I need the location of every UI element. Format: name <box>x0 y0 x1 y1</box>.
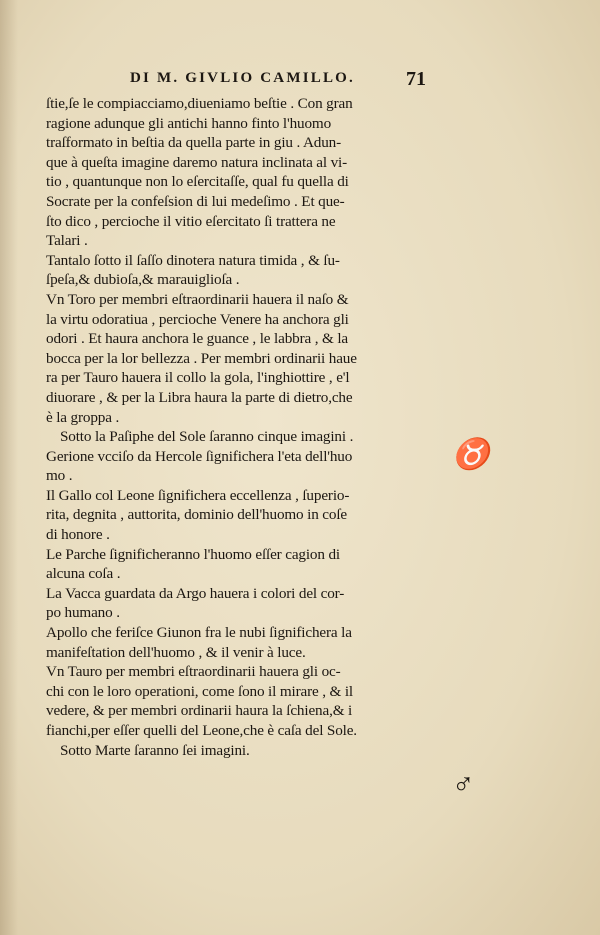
text-line: bocca per la lor bellezza . Per membri ordinarii haue <box>46 349 357 367</box>
text-line: Vn Tauro per membri eſtraordinarii hauera gli oc- <box>46 663 341 681</box>
text-line: di honore . <box>46 526 110 544</box>
text-line: Vn Toro per membri eſtraordinarii hauera il naſo & <box>46 290 349 308</box>
text-line: Talari . <box>46 232 88 250</box>
text-line: rita, degnita , auttorita, dominio dell'huomo in coſe <box>46 506 347 524</box>
text-line: traſformato in beſtia da quella parte in giu . Adun- <box>46 134 342 152</box>
mars-symbol-icon: ♂ <box>452 768 475 801</box>
text-line: chi con le loro operationi, come ſono il mirare , & il <box>46 682 353 700</box>
text-line: ſto dico , percioche il vitio eſercitato ſi trattera ne <box>46 212 336 230</box>
text-line: ſpeſa,& dubioſa,& marauiglioſa . <box>46 271 240 289</box>
text-line: mo . <box>46 467 73 485</box>
text-line: Apollo che feriſce Giunon fra le nubi ſignifichera la <box>46 624 352 642</box>
running-head: DI M. GIVLIO CAMILLO. <box>130 70 355 86</box>
text-line: tio , quantunque non lo eſercitaſſe, qual fu quella di <box>46 173 349 191</box>
text-line: diuorare , & per la Libra haura la parte di dietro,che <box>46 388 353 406</box>
text-line: Le Parche ſignificheranno l'huomo eſſer cagion di <box>46 545 340 563</box>
text-line: Sotto Marte ſaranno ſei imagini. <box>60 741 250 759</box>
text-line: alcuna coſa . <box>46 565 121 583</box>
taurus-symbol-icon: ♉ <box>452 438 490 471</box>
text-line: odori . Et haura anchora le guance , le labbra , & la <box>46 330 348 348</box>
text-line: vedere, & per membri ordinarii haura la ſchiena,& i <box>46 702 353 720</box>
text-line: ra per Tauro hauera il collo la gola, l'inghiottire , e'l <box>46 369 350 387</box>
text-line: fianchi,per eſſer quelli del Leone,che è caſa del Sole. <box>46 722 357 739</box>
text-line: Il Gallo col Leone ſignifichera eccellenza , ſuperio- <box>46 486 350 504</box>
text-line: Sotto la Paſiphe del Sole ſaranno cinque imagini . <box>60 428 354 446</box>
text-line: que à queſta imagine daremo natura inclinata al vi- <box>46 153 348 171</box>
text-line: Tantalo ſotto il ſaſſo dinotera natura timida , & ſu- <box>46 251 340 269</box>
text-line: Socrate per la confeſsion di lui medeſimo . Et que- <box>46 192 345 210</box>
text-line: manifeſtation dell'huomo , & il venir à luce. <box>46 643 306 661</box>
text-line: La Vacca guardata da Argo hauera i colori del cor- <box>46 584 345 602</box>
page-number: 71 <box>406 68 426 90</box>
text-line: la virtu odoratiua , percioche Venere ha anchora gli <box>46 310 349 328</box>
text-line: ragione adunque gli antichi hanno finto l'huomo <box>46 114 332 132</box>
text-line: è la groppa . <box>46 408 120 426</box>
text-line: Gerione vcciſo da Hercole ſignifichera l'eta dell'huo <box>46 447 353 465</box>
text-line: po humano . <box>46 604 120 622</box>
body-text <box>46 94 436 760</box>
text-line: ſtie,ſe le compiacciamo,diueniamo beſtie . Con gran <box>46 95 353 112</box>
